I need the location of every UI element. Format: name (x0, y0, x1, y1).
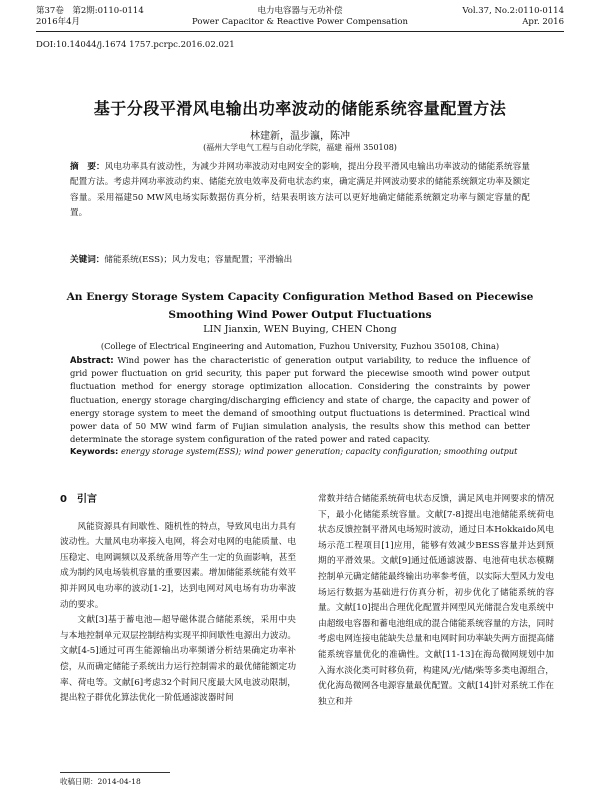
abstract-en-text: Wind power has the characteristic of generation output variability, to reduce the influence of grid power fluctuation on grid security, this paper put forward the piecewise smooth wind power output fluctuation method for energy storage optimization allocation. Considering the constraints by power fluctuation, energy storage charging/discharging efficiency and state of charge, the capacity and power of energy storage system to meet the demand of smoothing output fluctuations is determined. Practical wind power data of 50 MW wind farm of Fujian simulation analysis, the results show this method can better determinate the storage system configuration of the rated power and rated capacity. (70, 355, 530, 445)
authors-en: LIN Jianxin, WEN Buying, CHEN Chong (203, 324, 397, 335)
keywords-en (70, 446, 530, 456)
issue-date: 2016年4月 (36, 17, 81, 27)
paper-title-zh: 基于分段平滑风电输出功率波动的储能系统容量配置方法 (93, 99, 507, 118)
footnote-divider (60, 772, 170, 773)
keywords-zh (70, 253, 530, 265)
keywords-zh-text: 储能系统(ESS)；风力发电；容量配置；平滑输出 (104, 255, 293, 265)
body-column-left (60, 492, 296, 707)
paper-title-en: An Energy Storage System Capacity Configuration Method Based on Piecewise Smoothing Wind Power Output Fluctuations (66, 291, 534, 321)
abstract-en (70, 354, 530, 446)
body-paragraph: 常数并结合储能系统荷电状态反馈，满足风电并网要求的情况下，最小化储能系统容量。文献[7-8]提出电池储能系统荷电状态反馈控制平滑风电场短时波动，通过日本Hokkaido风电场示范工程项目[1]应用，能够有效减少BESS容量并达到预期的平滑效果。文献[9]通过低通滤波器、电池荷电状态模糊控制单元确定储能最终输出功率参考值，以实际大型风力发电场运行数据为基础进行仿真分析，初步优化了储能系统的容量。文献[10]提出合理优化配置并网型风光储混合发电系统中由超级电容器和蓄电池组成的混合储能系统容量的方法，同时考虑电网连接电能缺失总量和电网时间功率缺失两方面提高储能系统容量优化的准确性。文献[11-13]在海岛微网规划中加入海水淡化类可时移负荷，构建风/光/储/柴等多类电源组合，优化海岛微网各电源容量最优配置。文献[14]针对系统工作在独立和并 (318, 494, 554, 707)
abstract-zh-label: 摘 要： (70, 162, 105, 172)
abstract-en-label: Abstract: (70, 355, 114, 365)
issue-date-en: Apr. 2016 (522, 17, 564, 27)
keywords-en-label: Keywords: (70, 446, 119, 456)
journal-volume-en (462, 6, 564, 28)
authors-zh: 林建新，温步瀛，陈冲 (250, 131, 350, 142)
volume-issue-en: Vol.37, No.2:0110-0114 (462, 6, 564, 16)
keywords-en-text: energy storage system(ESS); wind power generation; capacity configuration; smoothing output (120, 446, 518, 456)
header-divider (36, 31, 564, 32)
affiliation-zh: (福州大学电气工程与自动化学院，福建 福州 350108) (203, 143, 397, 152)
journal-name-en: Power Capacitor & Reactive Power Compensation (192, 17, 408, 27)
body-paragraph: 风能资源具有间歇性、随机性的特点，导致风电出力具有波动性。大量风电功率接入电网，将会对电网的电能质量、电压稳定、电网调频以及系统备用等产生一定的负面影响，甚至成为制约风电场装机容量的重要因素。增加储能系统能有效平抑并网风电功率的波动[1-2]，达到电网对风电场有功功率波动的要求。 (60, 521, 296, 610)
footnote-received-date: 收稿日期：2014-04-18 (60, 777, 141, 786)
volume-issue: 第37卷 第2期:0110-0114 (36, 6, 144, 16)
body-paragraph: 文献[3]基于蓄电池—超导磁体混合储能系统，采用中央与本地控制单元双层控制结构实现平抑间歇性电源出力波动。文献[4-5]通过可再生能源输出功率频谱分析结果确定功率补偿，从而确定储能子系统出力运行控制需求的最优储能额定功率、荷电等。文献[6]考虑32个时间尺度最大风电波动限制，提出粒子群优化算法优化一阶低通滤波器时间 (60, 615, 296, 704)
affiliation-en: (College of Electrical Engineering and Automation, Fuzhou University, Fuzhou 350108, China) (100, 341, 500, 351)
keywords-zh-label: 关键词： (70, 255, 105, 265)
section-heading: 0 引言 (60, 494, 97, 505)
doi: DOI:10.14044/j.1674 1757.pcrpc.2016.02.021 (36, 40, 235, 50)
journal-name-zh: 电力电容器与无功补偿 (257, 6, 343, 16)
abstract-zh-text: 风电功率具有波动性，为减少并网功率波动对电网安全的影响，提出分段平滑风电输出功率波动的储能系统容量配置方法。考虑并网功率波动约束、储能充放电效率及荷电状态约束，确定满足并网波动要求的储能系统额定功率及额定容量。采用福建50 MW风电场实际数据仿真分析，结果表明该方法可以更好地确定储能系统额定功率与额定容量的配置。 (70, 162, 530, 219)
abstract-zh (70, 160, 530, 222)
body-column-right (318, 492, 554, 710)
